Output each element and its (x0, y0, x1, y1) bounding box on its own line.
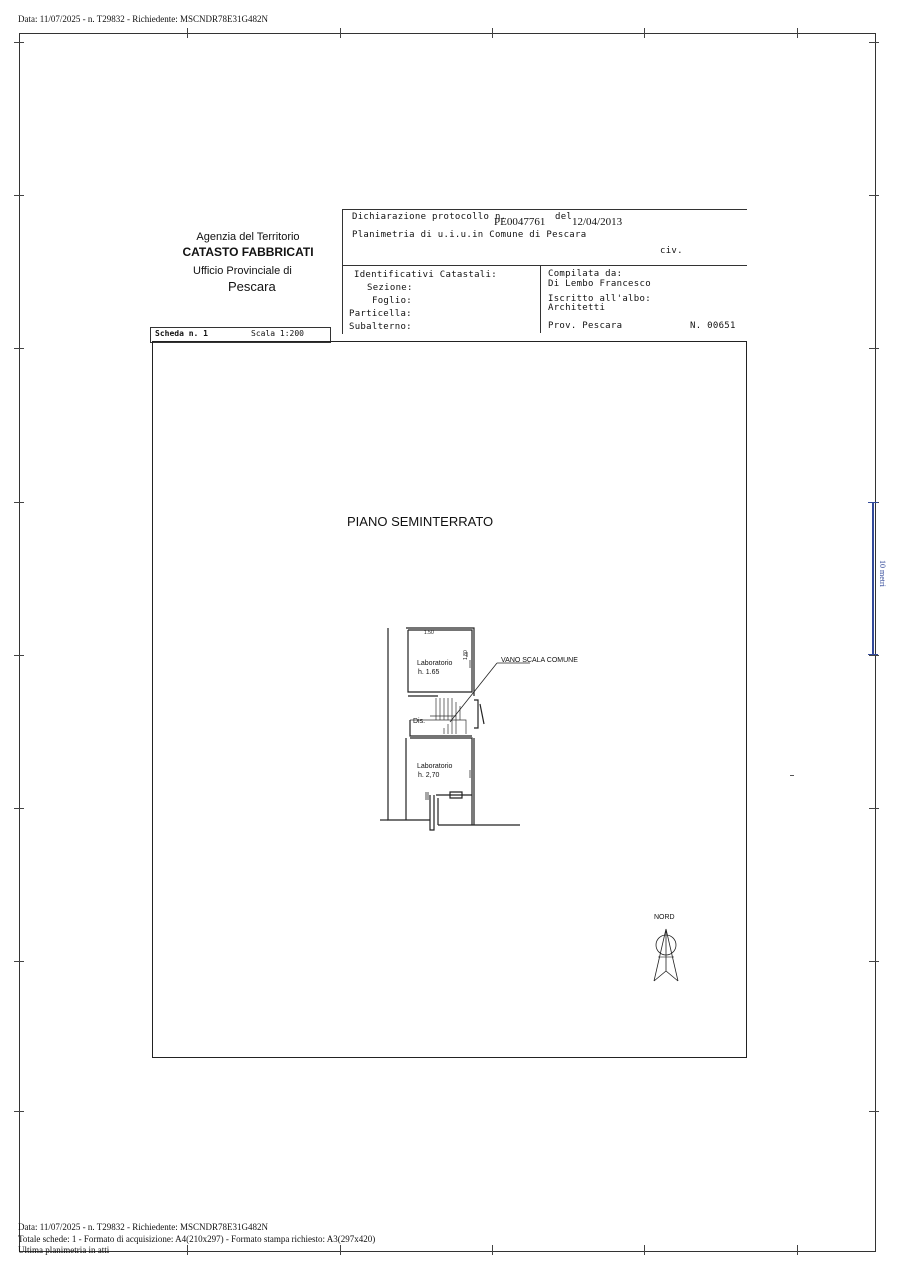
declaration-label: Dichiarazione protocollo n. (352, 212, 507, 222)
office-city: Pescara (228, 279, 276, 294)
plan-walls (380, 628, 520, 830)
footer-totals: Totale schede: 1 - Formato di acquisizione: A4(210x297) - Formato stampa richiesto: A3(297x420) (18, 1234, 376, 1244)
particella-label: Particella: (349, 309, 412, 319)
del-label: del (555, 212, 573, 222)
dim-top: 1.50 (424, 630, 434, 636)
protocol-number: PE0047761 (494, 216, 546, 228)
floor-plan (370, 620, 530, 835)
dim-side: 1.80 (463, 650, 469, 660)
room1-height: h. 1.65 (418, 669, 440, 676)
agency-block (148, 230, 348, 261)
scale-bar (872, 502, 874, 655)
civ-label: civ. (660, 246, 683, 256)
room2-height: h. 2,70 (418, 772, 440, 779)
identifiers-divider (540, 265, 541, 333)
floor-title: PIANO SEMINTERRATO (347, 514, 494, 529)
dis-label: Dis. (413, 718, 426, 725)
north-label: NORD (654, 914, 675, 921)
plan-stairs (410, 698, 466, 734)
registration-number: N. 00651 (690, 321, 736, 331)
footer-stamp: Data: 11/07/2025 - n. T29832 - Richiedente: MSCNDR78E31G482N (18, 1222, 268, 1232)
province-label: Prov. Pescara (548, 321, 623, 331)
scale-bar-label: 10 metri (878, 560, 887, 587)
scheda-number: Scheda n. 1 (155, 329, 208, 338)
room2-name: Laboratorio (417, 763, 453, 770)
stair-label: VANO SCALA COMUNE (501, 657, 578, 664)
stray-mark (790, 775, 794, 776)
footer-last: Ultima planimetria in atti (18, 1245, 110, 1255)
planimetry-label: Planimetria di u.i.u.in Comune di Pescara (352, 230, 587, 240)
compiler-name: Di Lembo Francesco (548, 279, 651, 289)
scale-bar-cap-top (868, 502, 878, 503)
scale-bar-cap-bottom (868, 654, 878, 655)
scale-label: Scala 1:200 (251, 329, 304, 338)
room1-name: Laboratorio (417, 660, 453, 667)
north-arrow-icon (648, 925, 684, 985)
protocol-date: 12/04/2013 (572, 216, 623, 228)
subalterno-label: Subalterno: (349, 322, 412, 332)
sezione-label: Sezione: (367, 283, 413, 293)
catasto-title: CATASTO FABBRICATI (182, 245, 314, 259)
albo-value: Architetti (548, 303, 606, 313)
foglio-label: Foglio: (372, 296, 413, 306)
header-stamp: Data: 11/07/2025 - n. T29832 - Richiedente: MSCNDR78E31G482N (18, 14, 268, 24)
identifiers-title: Identificativi Catastali: (354, 270, 497, 280)
albo-label: Iscritto all'albo: (548, 294, 651, 304)
office-label: Ufficio Provinciale di (193, 265, 292, 277)
agency-name: Agenzia del Territorio (196, 231, 300, 243)
compiled-label: Compilata da: (548, 269, 623, 279)
